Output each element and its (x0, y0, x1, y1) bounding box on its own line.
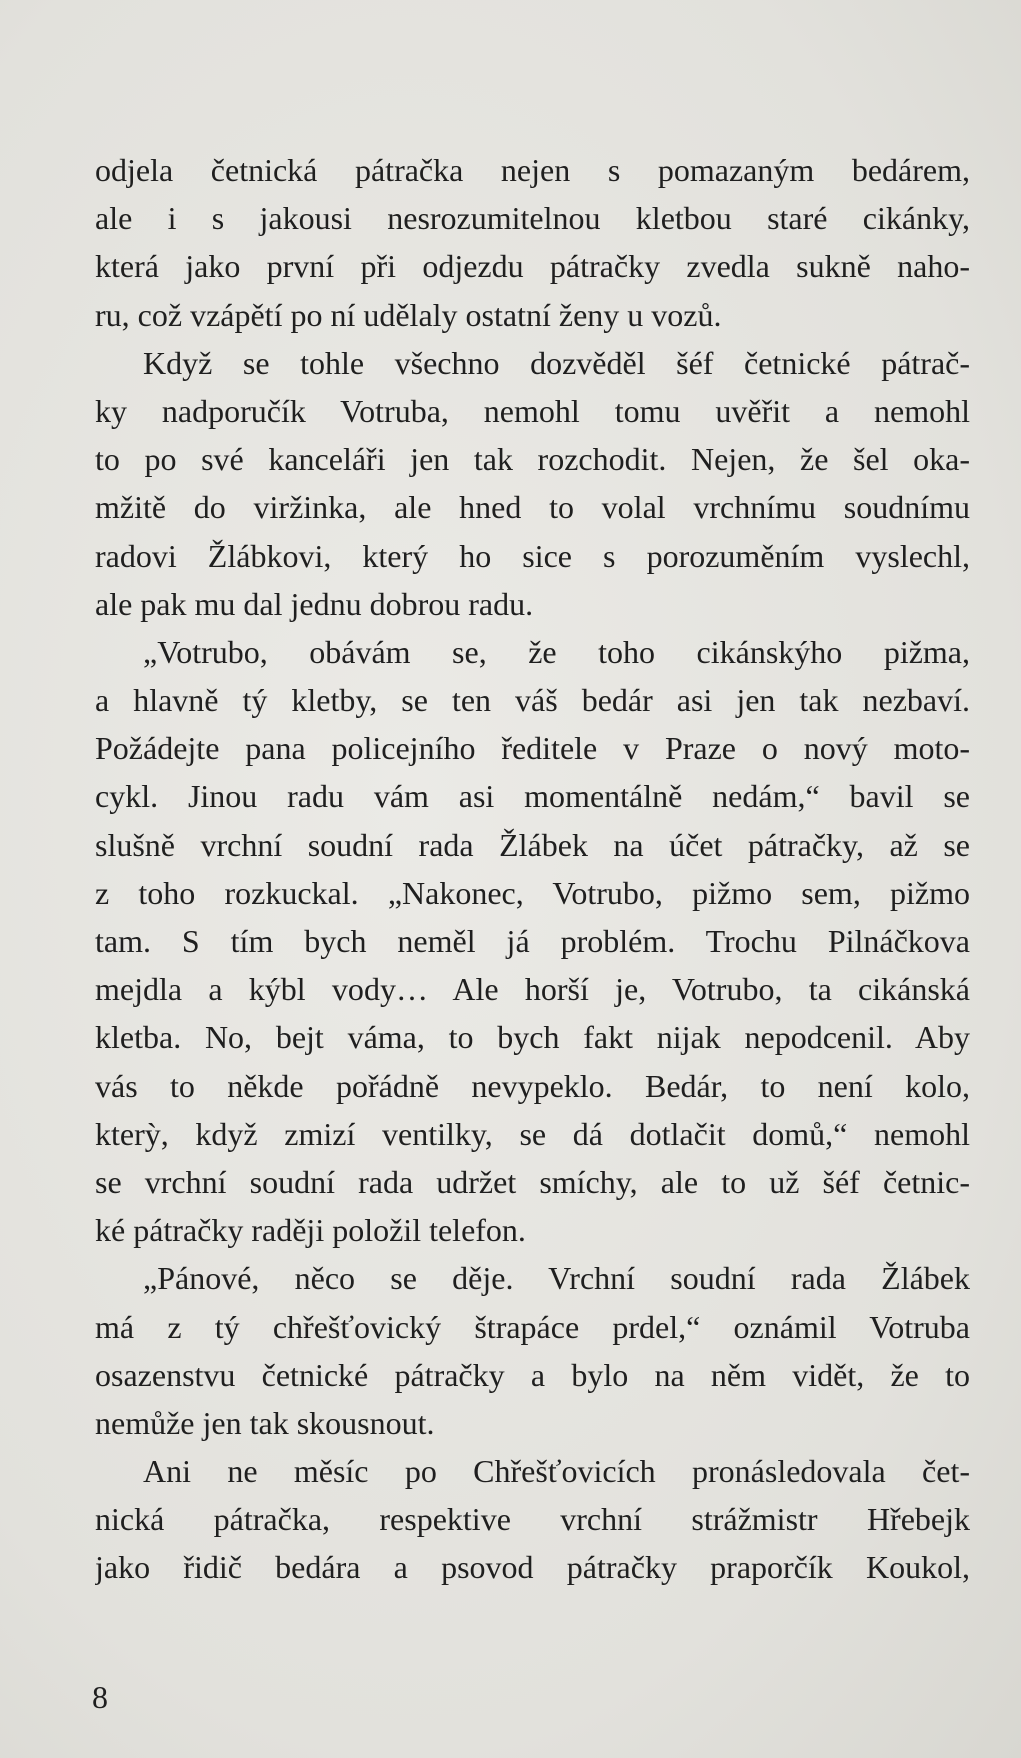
text-line: ale pak mu dal jednu dobrou radu. (95, 585, 534, 622)
text-line: ké pátračky raději položil telefon. (95, 1212, 526, 1249)
text-line: z toho rozkuckal. „Nakonec, Votrubo, pižmo sem, pižmo (95, 874, 970, 911)
text-line: ky nadporučík Votruba, nemohl tomu uvěřit a nemohl (95, 392, 970, 429)
text-line: kterỳ, když zmizí ventilky, se dá dotlačit domů,“ nemohl (95, 1115, 970, 1152)
text-line: ale i s jakousi nesrozumitelnou kletbou staré cikánky, (95, 200, 970, 237)
text-line: radovi Žlábkovi, který ho sice s porozuměním vyslechl, (95, 537, 970, 574)
text-line: která jako první při odjezdu pátračky zvedla sukně naho- (95, 248, 970, 285)
text-line: cykl. Jinou radu vám asi momentálně nedám,“ bavil se (95, 778, 970, 815)
text-line: „Votrubo, obávám se, že toho cikánskýho pižma, (143, 633, 970, 670)
text-line: mejdla a kýbl vody… Ale horší je, Votrubo, ta cikánská (95, 971, 970, 1008)
text-line: nemůže jen tak skousnout. (95, 1404, 435, 1441)
text-line: Ani ne měsíc po Chřešťovicích pronásledovala čet- (143, 1453, 970, 1490)
text-line: kletba. No, bejt váma, to bych fakt nijak nepodcenil. Aby (95, 1019, 970, 1056)
page-number: 8 (92, 1679, 108, 1715)
text-line: odjela četnická pátračka nejen s pomazaným bedárem, (95, 152, 970, 188)
body-text (95, 146, 970, 1592)
text-line: jako řidič bedára a psovod pátračky praporčík Koukol, (95, 1549, 970, 1586)
text-line: osazenstvu četnické pátračky a bylo na něm vidět, že to (95, 1356, 970, 1393)
text-line: nická pátračka, respektive vrchní strážmistr Hřebejk (95, 1501, 970, 1538)
text-line: „Pánové, něco se děje. Vrchní soudní rada Žlábek (143, 1260, 970, 1297)
text-line: Požádejte pana policejního ředitele v Praze o nový moto- (95, 730, 970, 767)
text-line: má z tý chřešťovický štrapáce prdel,“ oznámil Votruba (95, 1308, 970, 1345)
text-line: to po své kanceláři jen tak rozchodit. Nejen, že šel oka- (95, 441, 970, 478)
text-line: a hlavně tý kletby, se ten váš bedár asi jen tak nezbaví. (95, 682, 970, 719)
text-line: Když se tohle všechno dozvěděl šéf četnické pátrač- (143, 344, 970, 381)
text-line: vás to někde pořádně nevypeklo. Bedár, to není kolo, (95, 1067, 970, 1104)
text-line: se vrchní soudní rada udržet smíchy, ale to už šéf četnic- (95, 1163, 970, 1200)
text-line: mžitě do viržinka, ale hned to volal vrchnímu soudnímu (95, 489, 970, 526)
text-line: ru, což vzápětí po ní udělaly ostatní ženy u vozů. (95, 296, 722, 333)
text-line: tam. S tím bych neměl já problém. Trochu Pilnáčkova (95, 923, 970, 959)
text-line: slušně vrchní soudní rada Žlábek na účet pátračky, až se (95, 826, 970, 863)
